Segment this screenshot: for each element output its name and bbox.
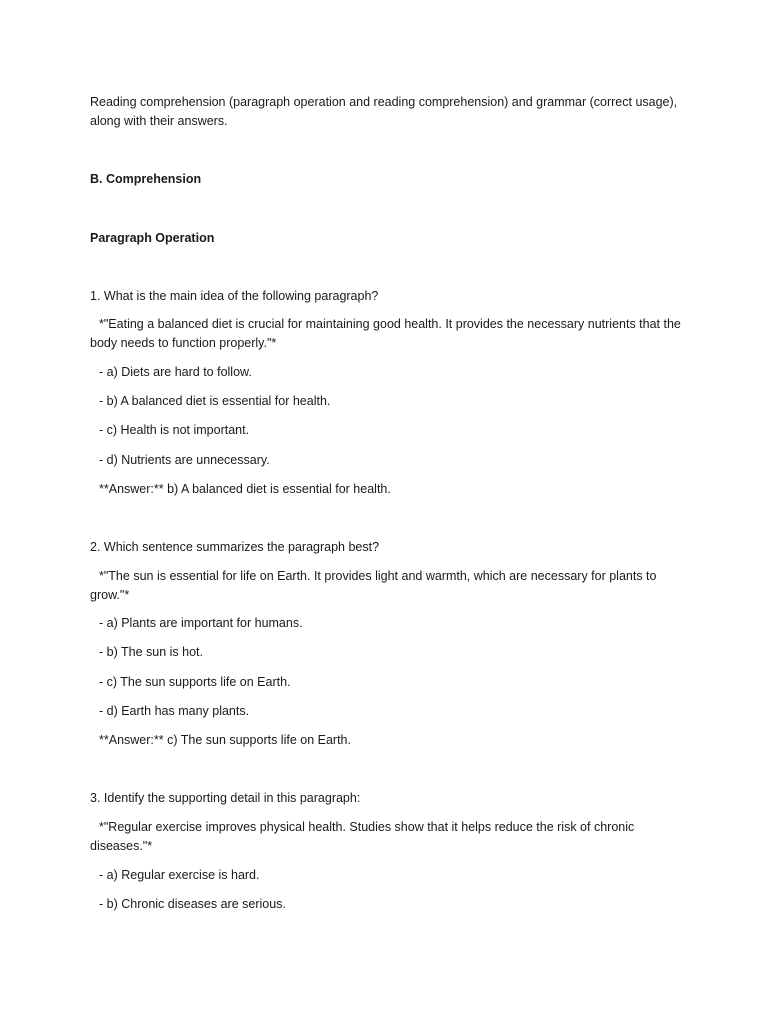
question-1-option-d: - d) Nutrients are unnecessary. (99, 453, 270, 467)
question-3-option-a: - a) Regular exercise is hard. (99, 868, 260, 882)
question-1-option-c: - c) Health is not important. (99, 423, 250, 437)
question-1-option-b: - b) A balanced diet is essential for health. (99, 394, 331, 408)
question-2-option-c: - c) The sun supports life on Earth. (99, 675, 291, 689)
question-1-passage: *"Eating a balanced diet is crucial for maintaining good health. It provides the necessary nutrients that the body needs to function properly."* (90, 317, 681, 350)
section-heading: B. Comprehension (90, 172, 202, 186)
question-3-passage: *"Regular exercise improves physical health. Studies show that it helps reduce the risk of chronic diseases."* (90, 820, 635, 853)
question-3: 3. Identify the supporting detail in this paragraph: (90, 791, 361, 805)
subsection-heading: Paragraph Operation (90, 231, 215, 245)
question-1-option-a: - a) Diets are hard to follow. (99, 365, 252, 379)
question-2-option-d: - d) Earth has many plants. (99, 704, 250, 718)
question-3-option-b: - b) Chronic diseases are serious. (99, 897, 286, 911)
intro-paragraph: Reading comprehension (paragraph operation and reading comprehension) and grammar (correct usage), along with their answers. (90, 95, 678, 128)
question-2-option-a: - a) Plants are important for humans. (99, 616, 303, 630)
question-1: 1. What is the main idea of the following paragraph? (90, 289, 379, 303)
question-2-answer: **Answer:** c) The sun supports life on Earth. (99, 733, 351, 747)
question-2: 2. Which sentence summarizes the paragraph best? (90, 540, 380, 554)
question-1-answer: **Answer:** b) A balanced diet is essential for health. (99, 482, 391, 496)
question-2-option-b: - b) The sun is hot. (99, 645, 203, 659)
question-2-passage: *"The sun is essential for life on Earth. It provides light and warmth, which are necessary for plants to grow."* (90, 569, 657, 602)
